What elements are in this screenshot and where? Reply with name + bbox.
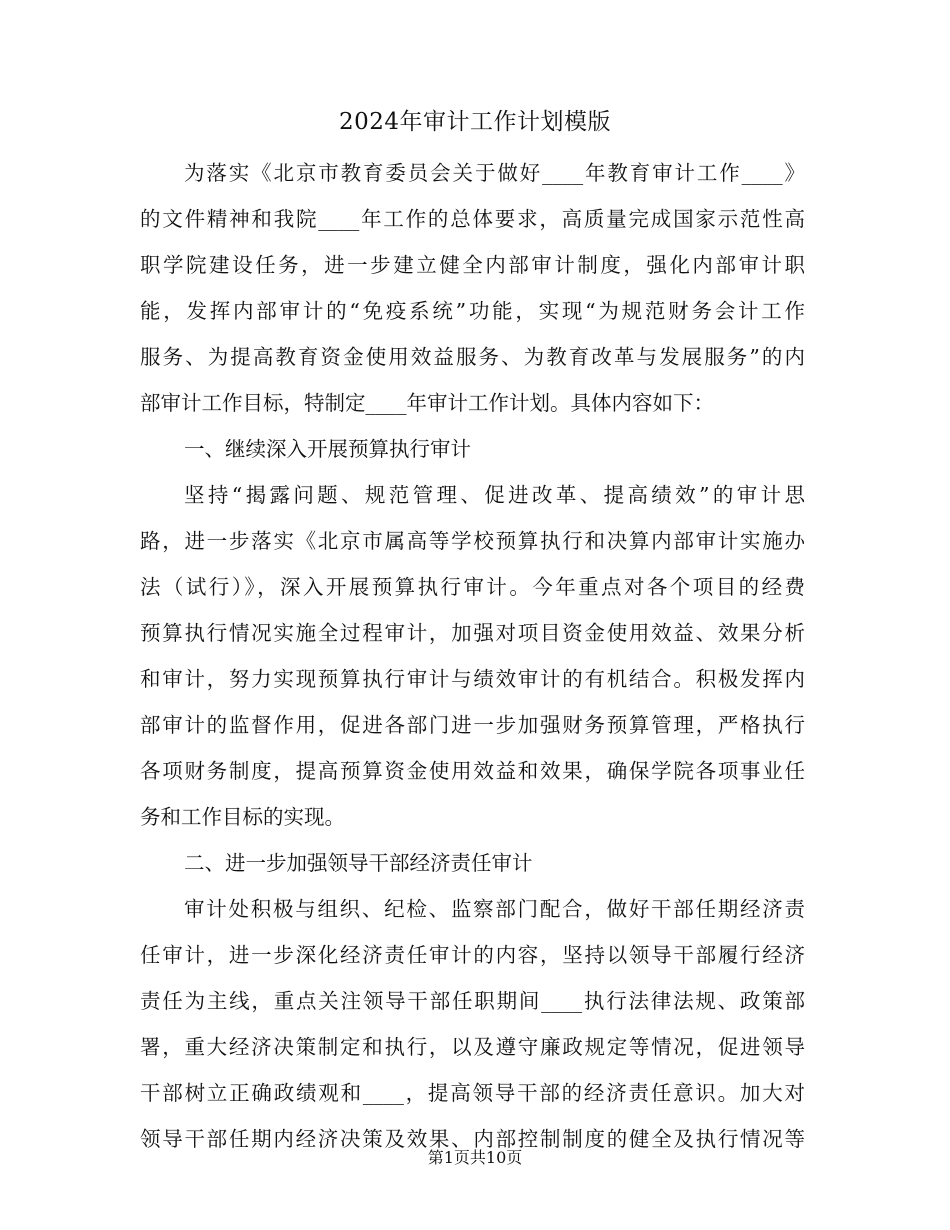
section-heading: 一、继续深入开展预算执行审计	[184, 437, 471, 461]
paragraph-line: 坚持“揭露问题、规范管理、促进改革、提高绩效”的审计思	[184, 483, 805, 507]
paragraph-line: 审计处积极与组织、纪检、监察部门配合，做好干部任期经济责	[184, 897, 805, 921]
paragraph-line: 领导干部任期内经济决策及效果、内部控制制度的健全及执行情况等	[140, 1127, 805, 1151]
paragraph-line: 为落实《北京市教育委员会关于做好____年教育审计工作____》	[184, 161, 805, 185]
document-body	[140, 150, 805, 1162]
paragraph-line: 的文件精神和我院____年工作的总体要求，高质量完成国家示范性高	[140, 207, 805, 231]
paragraph-line: 任审计，进一步深化经济责任审计的内容，坚持以领导干部履行经济	[140, 943, 805, 967]
paragraph-line: 和审计，努力实现预算执行审计与绩效审计的有机结合。积极发挥内	[140, 667, 805, 691]
paragraph-line: 干部树立正确政绩观和____，提高领导干部的经济责任意识。加大对	[140, 1081, 805, 1105]
paragraph-line: 责任为主线，重点关注领导干部任职期间____执行法律法规、政策部	[140, 989, 805, 1013]
paragraph-line: 署，重大经济决策制定和执行，以及遵守廉政规定等情况，促进领导	[140, 1035, 805, 1059]
paragraph-line: 法（试行）》，深入开展预算执行审计。今年重点对各个项目的经费	[140, 575, 805, 599]
paragraph-line: 能，发挥内部审计的“免疫系统”功能，实现“为规范财务会计工作	[140, 299, 805, 323]
paragraph-line: 务和工作目标的实现。	[140, 805, 345, 829]
paragraph-line: 部审计工作目标，特制定____年审计工作计划。具体内容如下：	[140, 391, 714, 415]
paragraph-line: 各项财务制度，提高预算资金使用效益和效果，确保学院各项事业任	[140, 759, 805, 783]
paragraph-line: 预算执行情况实施全过程审计，加强对项目资金使用效益、效果分析	[140, 621, 805, 645]
section-heading: 二、进一步加强领导干部经济责任审计	[184, 851, 533, 875]
paragraph-line: 职学院建设任务，进一步建立健全内部审计制度，强化内部审计职	[140, 253, 805, 277]
paragraph-line: 部审计的监督作用，促进各部门进一步加强财务预算管理，严格执行	[140, 713, 805, 737]
paragraph-line: 服务、为提高教育资金使用效益服务、为教育改革与发展服务”的内	[140, 345, 805, 369]
paragraph-line: 路，进一步落实《北京市属高等学校预算执行和决算内部审计实施办	[140, 529, 805, 553]
page-number: 第1页共10页	[427, 1148, 523, 1167]
document-title: 2024年审计工作计划模版	[338, 109, 612, 135]
